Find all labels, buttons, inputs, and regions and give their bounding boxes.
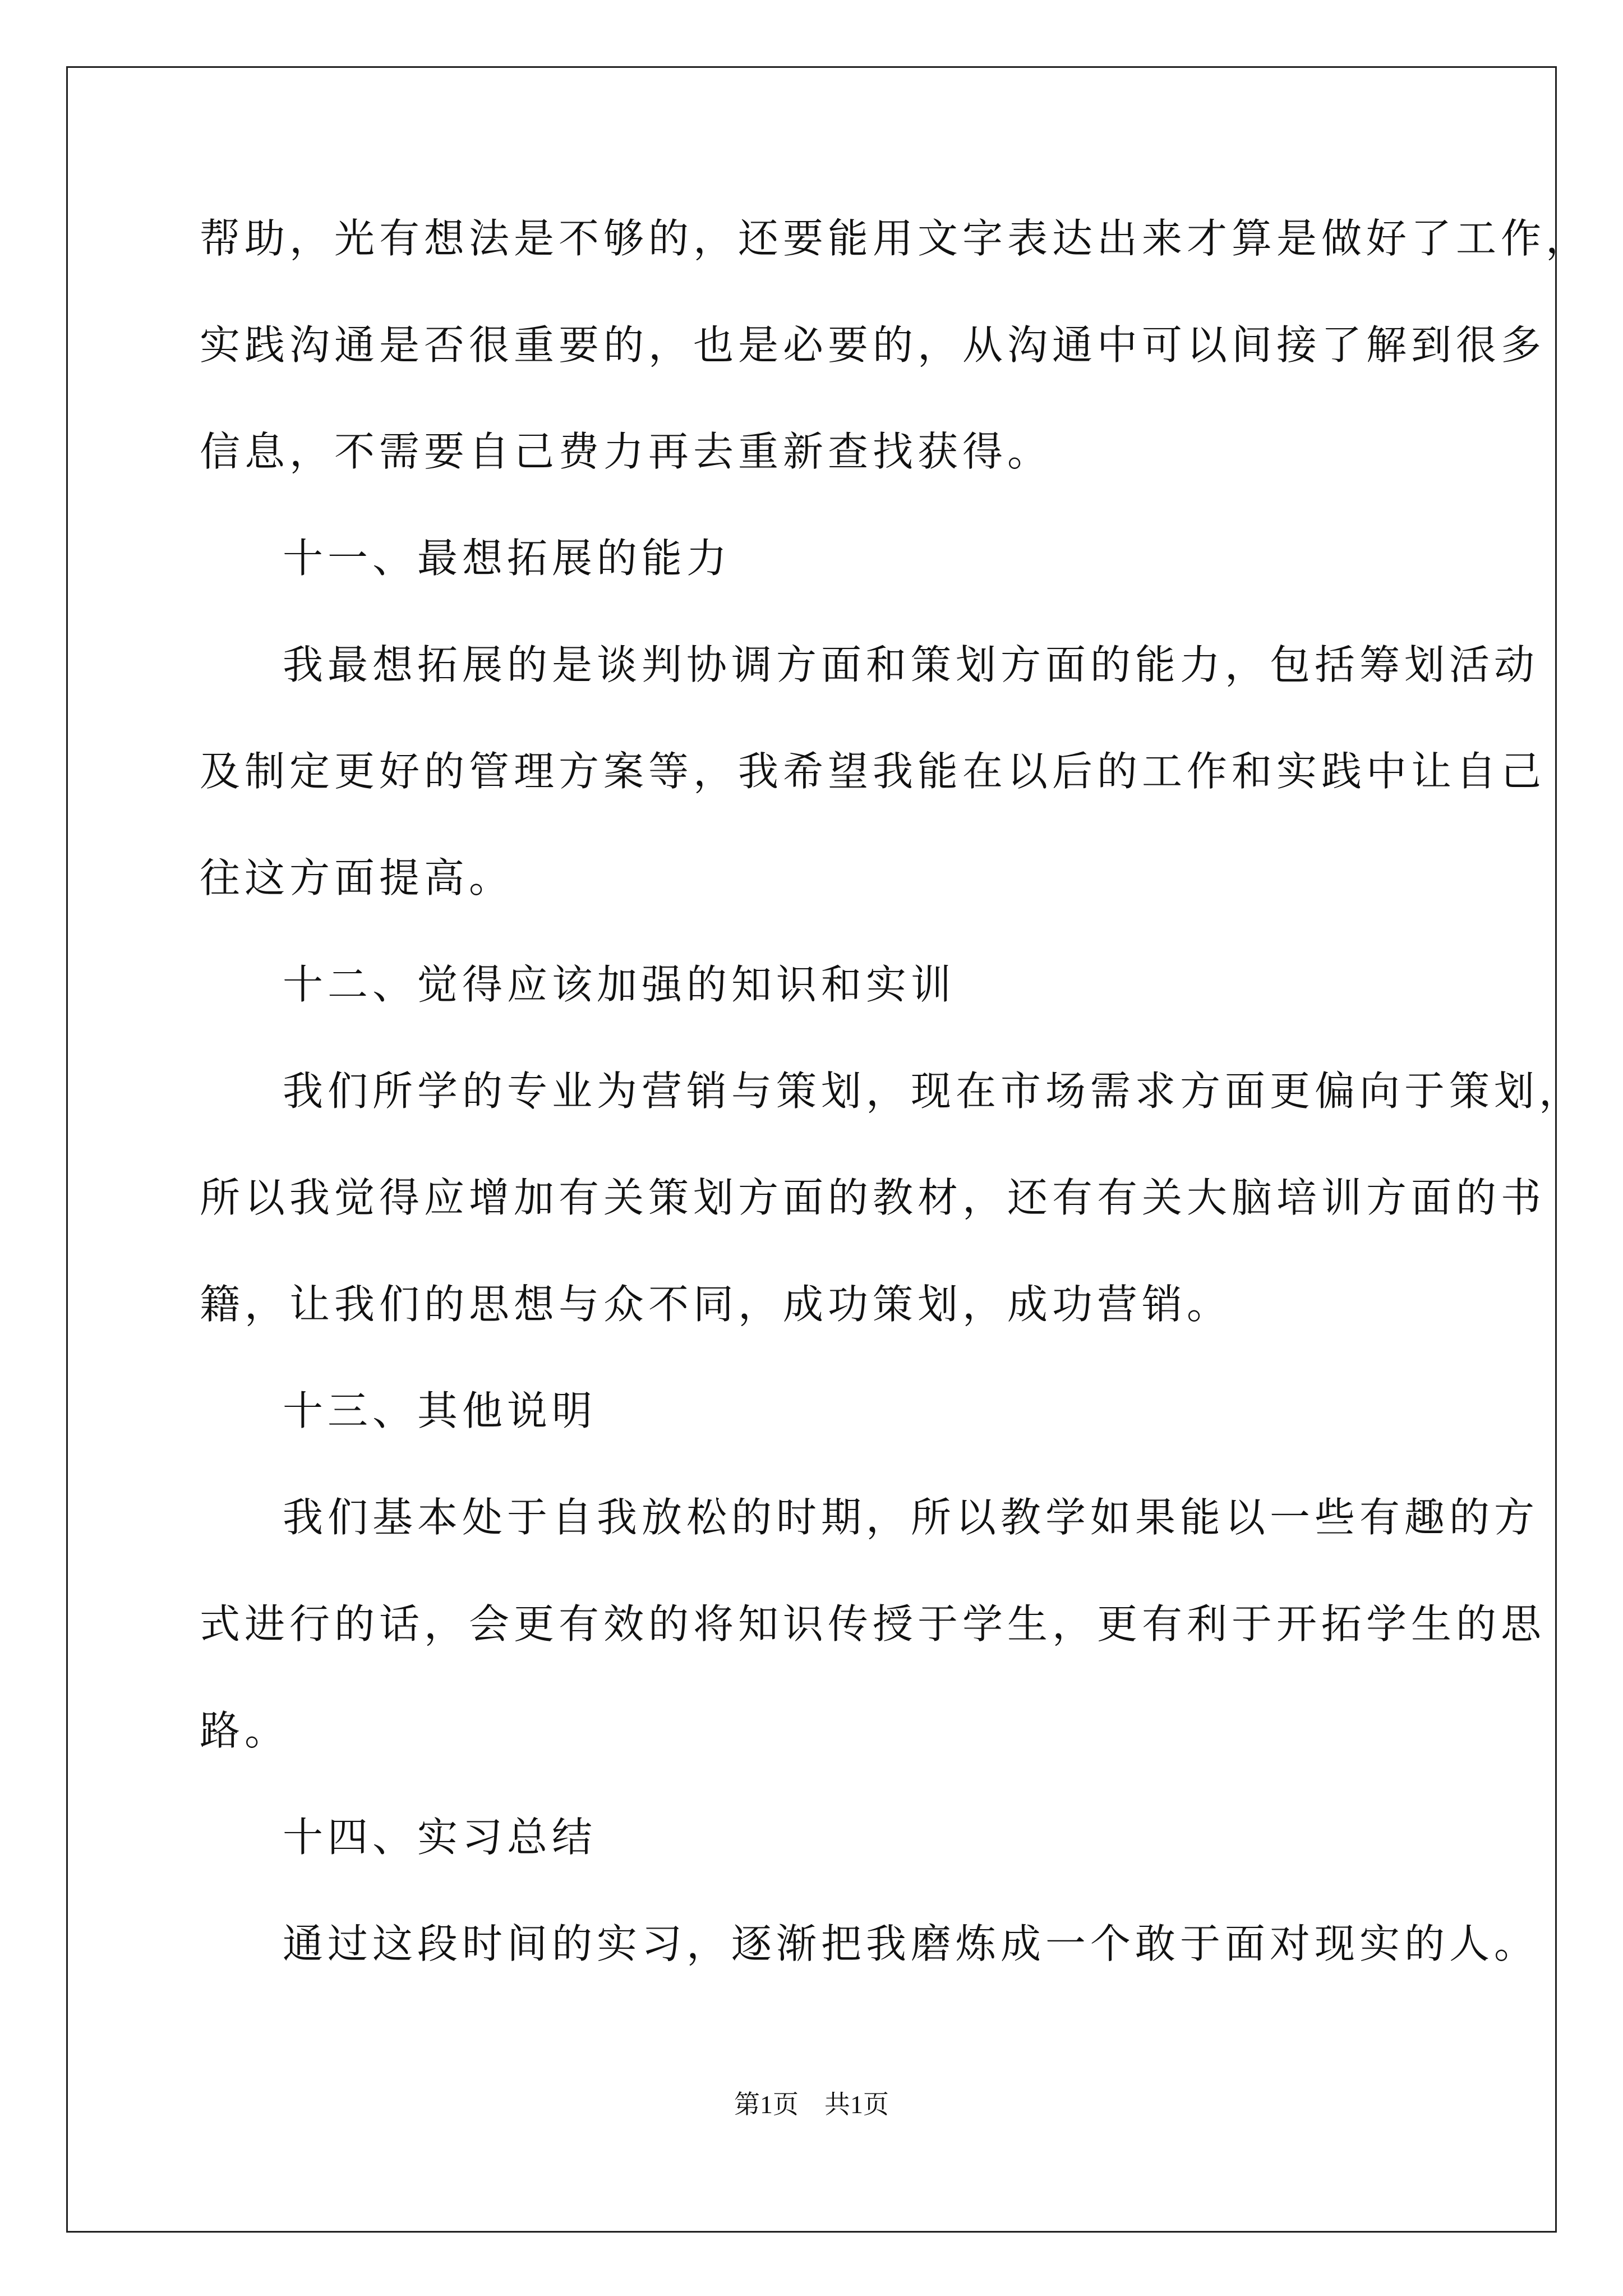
paragraph-line: 实践沟通是否很重要的，也是必要的，从沟通中可以间接了解到很多 (200, 321, 1546, 369)
paragraph-line: 所以我觉得应增加有关策划方面的教材，还有有关大脑培训方面的书 (200, 1174, 1546, 1221)
section-heading: 十三、其他说明 (283, 1387, 597, 1434)
paragraph-line: 籍，让我们的思想与众不同，成功策划，成功营销。 (200, 1281, 1232, 1328)
paragraph-line: 我们所学的专业为营销与策划，现在市场需求方面更偏向于策划， (283, 1068, 1584, 1115)
paragraph-line: 式进行的话，会更有效的将知识传授于学生，更有利于开拓学生的思 (200, 1600, 1546, 1648)
paragraph-line: 帮助，光有想法是不够的，还要能用文字表达出来才算是做好了工作， (200, 215, 1591, 262)
section-heading: 十一、最想拓展的能力 (283, 535, 732, 582)
section-heading: 十四、实习总结 (283, 1814, 597, 1861)
page-number-footer: 第1页 共1页 (734, 2090, 889, 2119)
paragraph-line: 信息，不需要自己费力再去重新查找获得。 (200, 428, 1053, 475)
page-border (66, 66, 1557, 2233)
paragraph-line: 路。 (200, 1707, 290, 1754)
section-heading: 十二、觉得应该加强的知识和实训 (283, 961, 956, 1008)
paragraph-line: 我最想拓展的是谈判协调方面和策划方面的能力，包括筹划活动 (283, 641, 1539, 688)
paragraph-line: 我们基本处于自我放松的时期，所以教学如果能以一些有趣的方 (283, 1494, 1539, 1541)
paragraph-line: 通过这段时间的实习，逐渐把我磨炼成一个敢于面对现实的人。 (283, 1920, 1539, 1967)
paragraph-line: 往这方面提高。 (200, 854, 514, 901)
paragraph-line: 及制定更好的管理方案等，我希望我能在以后的工作和实践中让自己 (200, 748, 1546, 795)
